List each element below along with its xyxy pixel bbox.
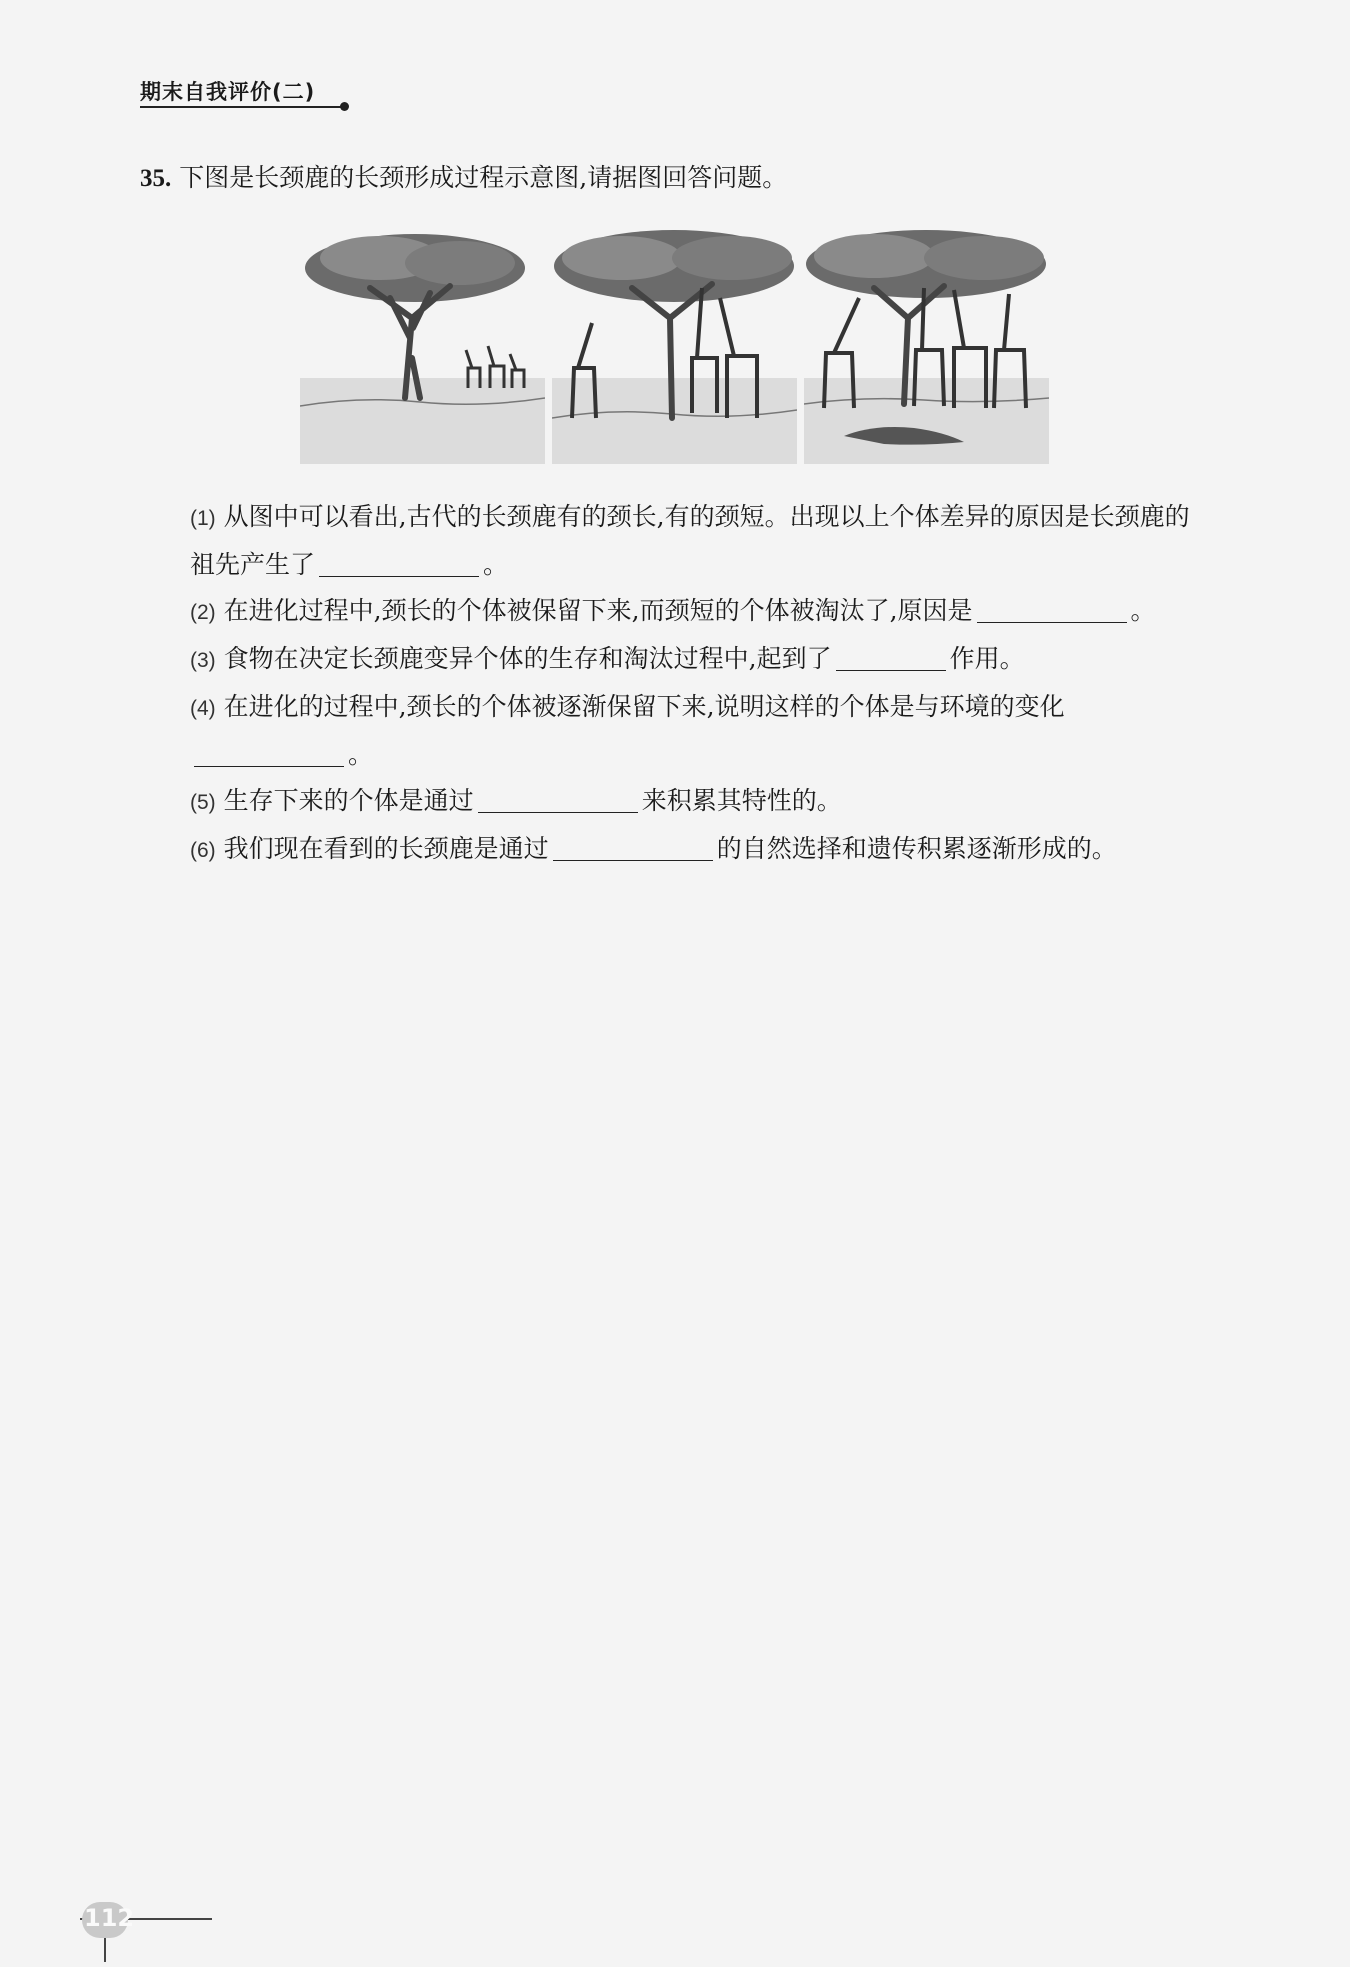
answer-blank-5[interactable] <box>478 784 638 813</box>
page-number: 112 <box>84 1904 135 1932</box>
giraffes-with-fallen-animal-panel <box>804 228 1049 464</box>
item-text-end: 。 <box>483 550 509 579</box>
sub-question-4 <box>190 684 1210 778</box>
sub-question-6 <box>190 826 1210 874</box>
item-text: 在进化过程中,颈长的个体被保留下来,而颈短的个体被淘汰了,原因是 <box>223 596 973 625</box>
item-number: (4) <box>190 697 216 720</box>
answer-blank-2[interactable] <box>977 594 1127 623</box>
giraffe-evolution-illustration <box>300 228 1045 464</box>
answer-blank-1[interactable] <box>319 548 479 577</box>
question-stem <box>140 158 787 194</box>
sub-question-3 <box>190 636 1210 684</box>
answer-blank-3[interactable] <box>836 642 946 671</box>
answer-blank-4[interactable] <box>194 738 344 767</box>
item-number: (1) <box>190 507 216 530</box>
item-text-end: 作用。 <box>949 644 1025 673</box>
item-number: (3) <box>190 649 216 672</box>
item-text: 我们现在看到的长颈鹿是通过 <box>223 834 549 863</box>
item-text: 从图中可以看出,古代的长颈鹿有的颈长,有的颈短。出现以上个体差异的原因是长颈鹿的祖先产生了 <box>190 502 1190 579</box>
sub-question-list <box>190 494 1210 874</box>
item-text-end: 来积累其特性的。 <box>641 786 842 815</box>
item-text-end: 。 <box>348 740 374 769</box>
giraffes-under-tree-panel <box>300 228 545 464</box>
item-number: (5) <box>190 791 216 814</box>
item-text-end: 。 <box>1130 596 1156 625</box>
header-rule-dot <box>340 102 349 111</box>
item-text: 生存下来的个体是通过 <box>223 786 474 815</box>
sub-question-2 <box>190 588 1210 636</box>
answer-blank-6[interactable] <box>553 832 713 861</box>
item-text: 食物在决定长颈鹿变异个体的生存和淘汰过程中,起到了 <box>223 644 832 673</box>
giraffes-reaching-leaves-panel <box>552 228 797 464</box>
item-text-end: 的自然选择和遗传积累逐渐形成的。 <box>716 834 1117 863</box>
item-number: (6) <box>190 839 216 862</box>
item-number: (2) <box>190 601 216 624</box>
question-stem-text: 下图是长颈鹿的长颈形成过程示意图,请据图回答问题。 <box>179 163 788 192</box>
question-number: 35. <box>140 165 172 192</box>
item-text: 在进化的过程中,颈长的个体被逐渐保留下来,说明这样的个体是与环境的变化 <box>223 692 1065 721</box>
section-header: 期末自我评价(二) <box>140 80 316 104</box>
header-rule <box>140 106 344 108</box>
sub-question-5 <box>190 778 1210 826</box>
sub-question-1 <box>190 494 1210 588</box>
